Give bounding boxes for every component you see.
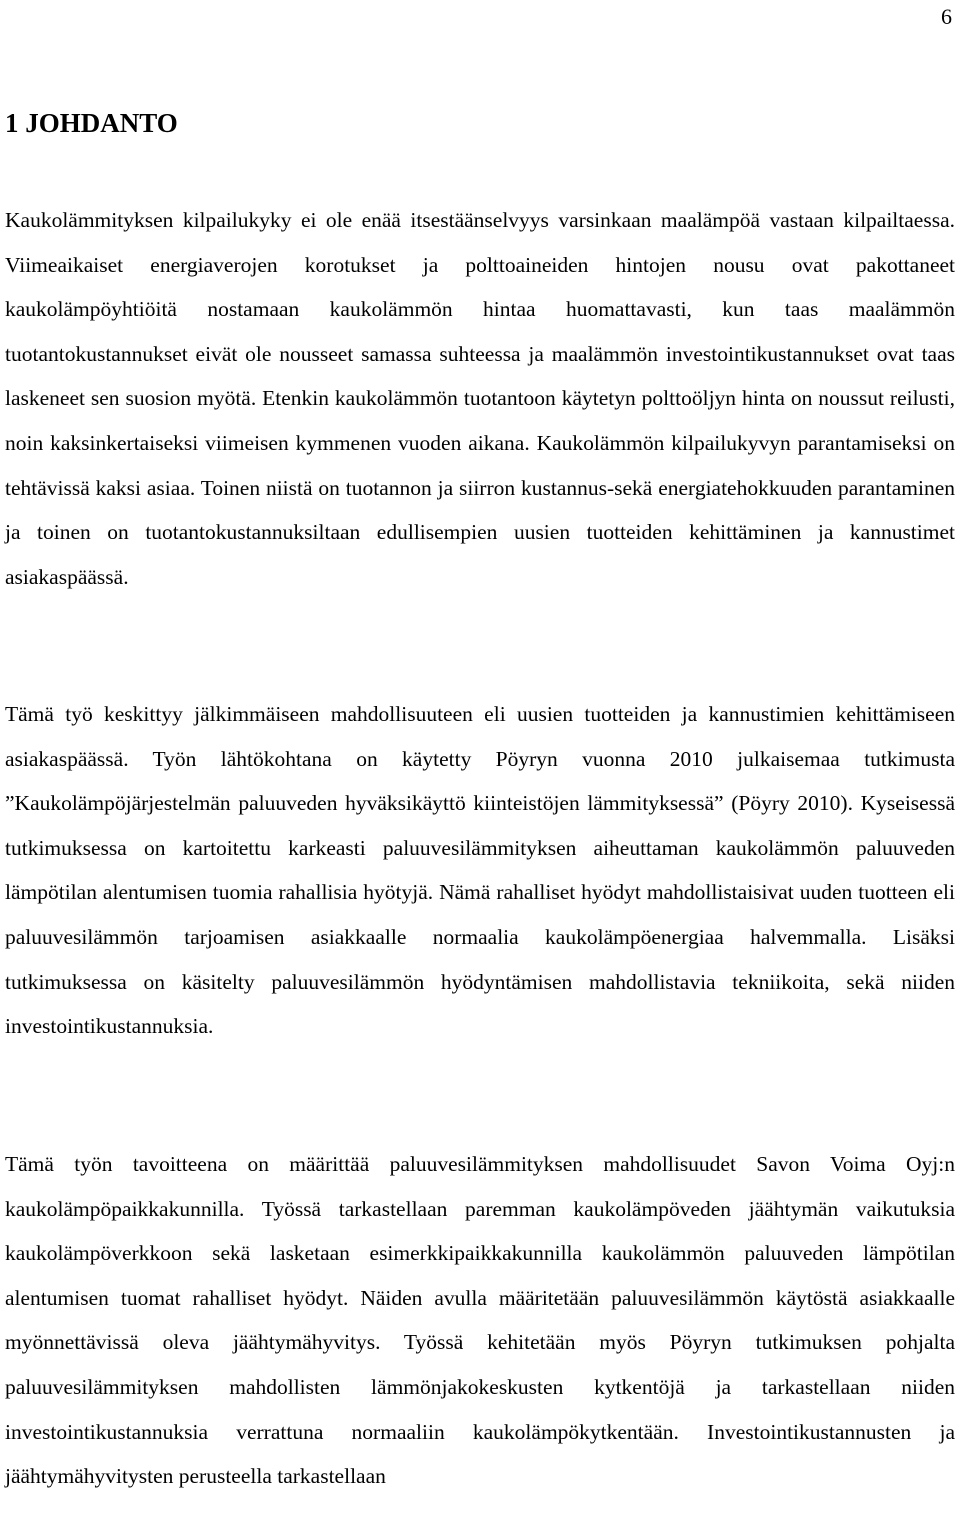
section-heading: 1 JOHDANTO <box>5 108 178 138</box>
paragraph-intro: Kaukolämmityksen kilpailukyky ei ole enää itsestäänselvyys varsinkaan maalämpöä vastaan kilpailtaessa. Viimeaikaiset energiaverojen korotukset ja polttoaineiden hintojen nousu ovat pakottaneet kaukolämpöyhtiöitä nostamaan kaukolämmön hintaa huomattavasti, kun taas maalämmön tuotantokustannukset eivät ole nousseet samassa suhteessa ja maalämmön investointikustannukset ovat taas laskeneet sen suosion myötä. Etenkin kaukolämmön tuotantoon käytetyn polttoöljyn hinta on noussut reilusti, noin kaksinkertaiseksi viimeisen kymmenen vuoden aikana. Kaukolämmön kilpailukyvyn parantamiseksi on tehtävissä kaksi asiaa. Toinen niistä on tuotannon ja siirron kustannus-sekä energiatehokkuuden parantaminen ja toinen on tuotantokustannuksiltaan edullisempien uusien tuotteiden kehittäminen ja kannustimet asiakaspäässä. <box>5 208 955 589</box>
page-number: 6 <box>941 4 952 29</box>
paragraph-goal: Tämä työn tavoitteena on määrittää paluuvesilämmityksen mahdollisuudet Savon Voima Oyj:n kaukolämpöpaikkakunnilla. Työssä tarkastellaan paremman kaukolämpöveden jäähtymän vaikutuksia kaukolämpöverkkoon sekä lasketaan esimerkkipaikkakunnilla kaukolämmön paluuveden lämpötilan alentumisen tuomat rahalliset hyödyt. Näiden avulla määritetään paluuvesilämmön käytöstä asiakkaalle myönnettävissä oleva jäähtymähyvitys. Työssä kehitetään myös Pöyryn tutkimuksen pohjalta paluuvesilämmityksen mahdollisten lämmönjakokeskusten kytkentöjä ja tarkastellaan niiden investointikustannuksia verrattuna normaaliin kaukolämpökytkentään. Investointikustannusten ja jäähtymähyvitysten perusteella tarkastellaan <box>5 1152 955 1489</box>
paragraph-focus: Tämä työ keskittyy jälkimmäiseen mahdollisuuteen eli uusien tuotteiden ja kannustimien kehittämiseen asiakaspäässä. Työn lähtökohtana on käytetty Pöyryn vuonna 2010 julkaisemaa tutkimusta ”Kaukolämpöjärjestelmän paluuveden hyväksikäyttö kiinteistöjen lämmityksessä” (Pöyry 2010). Kyseisessä tutkimuksessa on kartoitettu karkeasti paluuvesilämmityksen aiheuttaman kaukolämmön paluuveden lämpötilan alentumisen tuomia rahallisia hyötyjä. Nämä rahalliset hyödyt mahdollistaisivat uuden tuotteen eli paluuvesilämmön tarjoamisen asiakkaalle normaalia kaukolämpöenergiaa halvemmalla. Lisäksi tutkimuksessa on käsitelty paluuvesilämmön hyödyntämisen mahdollistavia tekniikoita, sekä niiden investointikustannuksia. <box>5 702 955 1039</box>
